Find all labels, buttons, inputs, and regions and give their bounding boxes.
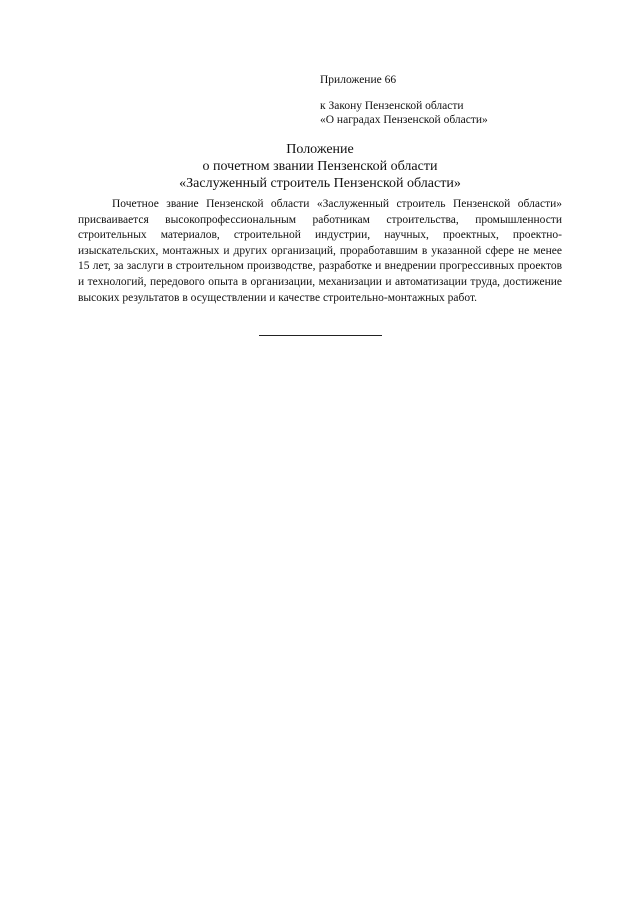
title-line-regulation: Положение	[286, 142, 354, 157]
appendix-header	[320, 73, 488, 127]
title-line-subject: о почетном звании Пензенской области	[202, 159, 438, 174]
title-line-honorary-title: «Заслуженный строитель Пензенской области»	[179, 176, 461, 191]
appendix-number: Приложение 66	[320, 74, 397, 86]
body-paragraph: Почетное звание Пензенской области «Заслуженный строитель Пензенской области» присваивается высокопрофессиональным работникам строительства, промышленности строительных материалов, строительной индустрии, научных, проектных, проектно-изыскательских, монтажных и других организаций, проработавшим в указанной сфере не менее 15 лет, за заслуги в строительном производстве, разработке и внедрении прогрессивных проектов и технологий, передового опыта в организации, механизации и автоматизации труда, достижение высоких результатов в осуществлении и качестве строительно-монтажных работ.	[78, 198, 562, 304]
appendix-law-title: «О наградах Пензенской области»	[320, 114, 488, 126]
document-title	[78, 141, 562, 192]
appendix-law-reference: к Закону Пензенской области	[320, 100, 464, 112]
closing-divider	[259, 335, 382, 336]
